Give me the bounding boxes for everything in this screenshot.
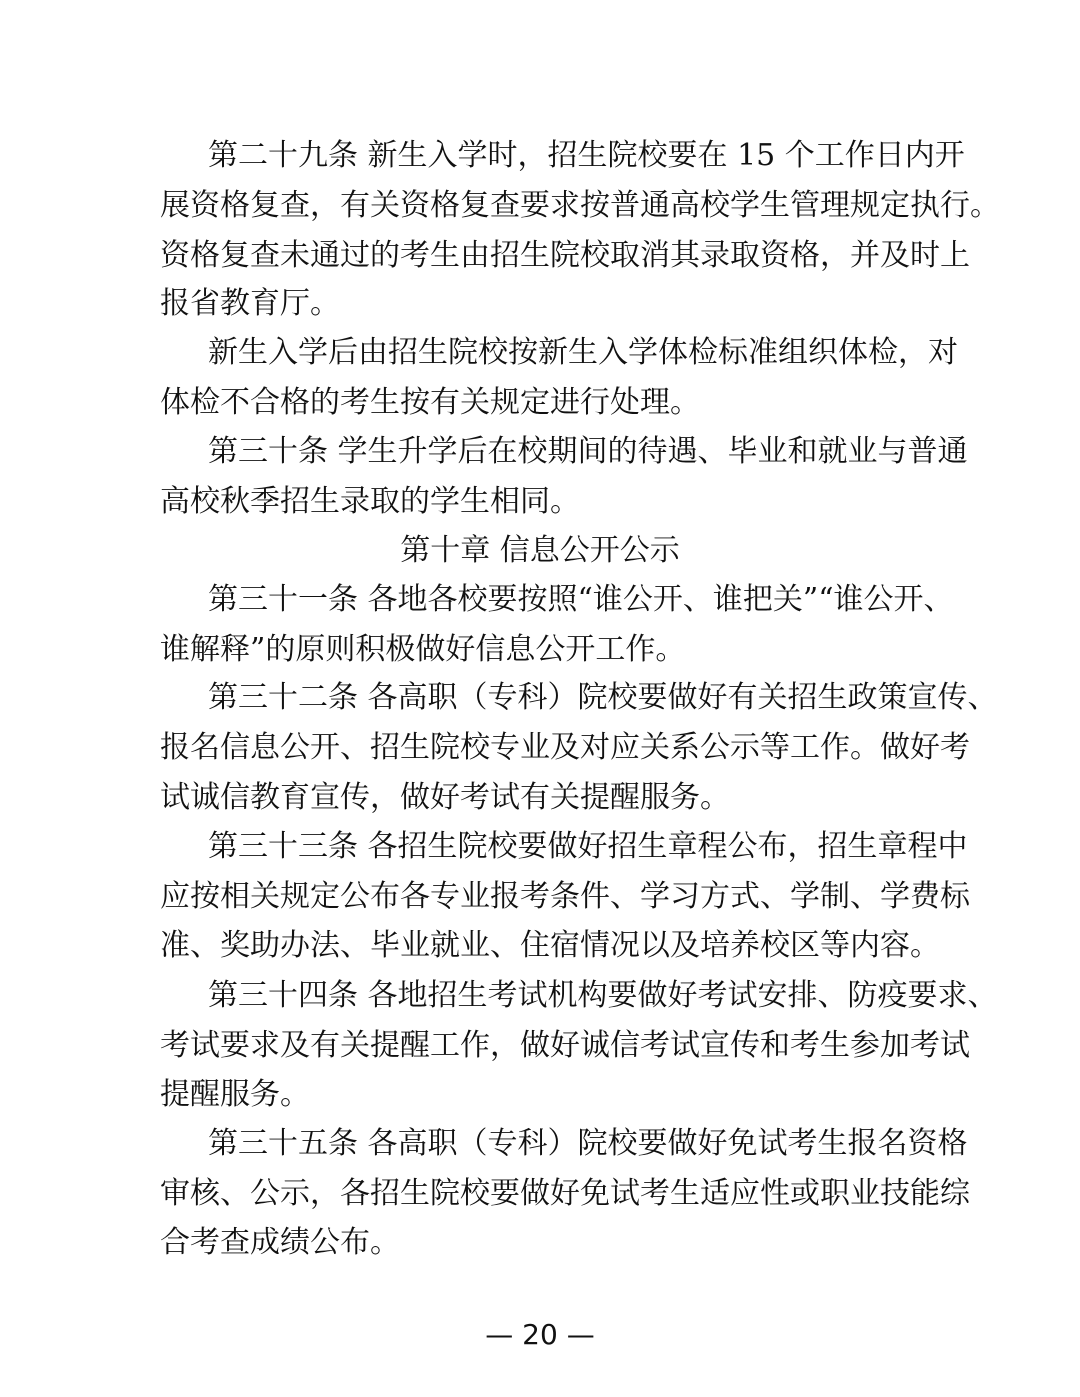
paragraph-line: 报名信息公开、招生院校专业及对应关系公示等工作。做好考 [160, 730, 970, 765]
paragraph-line: 第三十五条 各高职（专科）院校要做好免试考生报名资格 [208, 1126, 968, 1161]
paragraph-line: 第三十一条 各地各校要按照“谁公开、谁把关”“谁公开、 [208, 582, 954, 617]
paragraph-line: 提醒服务。 [160, 1077, 310, 1112]
paragraph-line: 第三十二条 各高职（专科）院校要做好有关招生政策宣传、 [208, 680, 998, 715]
paragraph-line: 体检不合格的考生按有关规定进行处理。 [160, 385, 700, 420]
paragraph-line: 试诚信教育宣传，做好考试有关提醒服务。 [160, 780, 730, 815]
paragraph-line: 考试要求及有关提醒工作，做好诚信考试宣传和考生参加考试 [160, 1028, 970, 1063]
paragraph-line: 高校秋季招生录取的学生相同。 [160, 484, 580, 519]
paragraph-line: 合考查成绩公布。 [160, 1225, 400, 1260]
paragraph-line: 资格复查未通过的考生由招生院校取消其录取资格，并及时上 [160, 238, 970, 273]
paragraph-line: 第三十条 学生升学后在校期间的待遇、毕业和就业与普通 [208, 434, 968, 469]
paragraph-line: 报省教育厅。 [160, 286, 340, 321]
paragraph-line: 展资格复查，有关资格复查要求按普通高校学生管理规定执行。 [160, 188, 1000, 223]
paragraph-line: 谁解释”的原则积极做好信息公开工作。 [160, 632, 686, 667]
paragraph-line: 第三十四条 各地招生考试机构要做好考试安排、防疫要求、 [208, 978, 998, 1013]
paragraph-line: 审核、公示，各招生院校要做好免试考生适应性或职业技能综 [160, 1176, 970, 1211]
paragraph-line: 应按相关规定公布各专业报考条件、学习方式、学制、学费标 [160, 879, 970, 914]
paragraph-line: 第二十九条 新生入学时，招生院校要在 15 个工作日内开 [208, 138, 965, 173]
paragraph-line: 第三十三条 各招生院校要做好招生章程公布，招生章程中 [208, 829, 968, 864]
page-number: — 20 — [485, 1318, 595, 1351]
chapter-heading: 第十章 信息公开公示 [400, 533, 680, 568]
paragraph-line: 新生入学后由招生院校按新生入学体检标准组织体检，对 [208, 335, 958, 370]
paragraph-line: 准、奖助办法、毕业就业、住宿情况以及培养校区等内容。 [160, 928, 940, 963]
